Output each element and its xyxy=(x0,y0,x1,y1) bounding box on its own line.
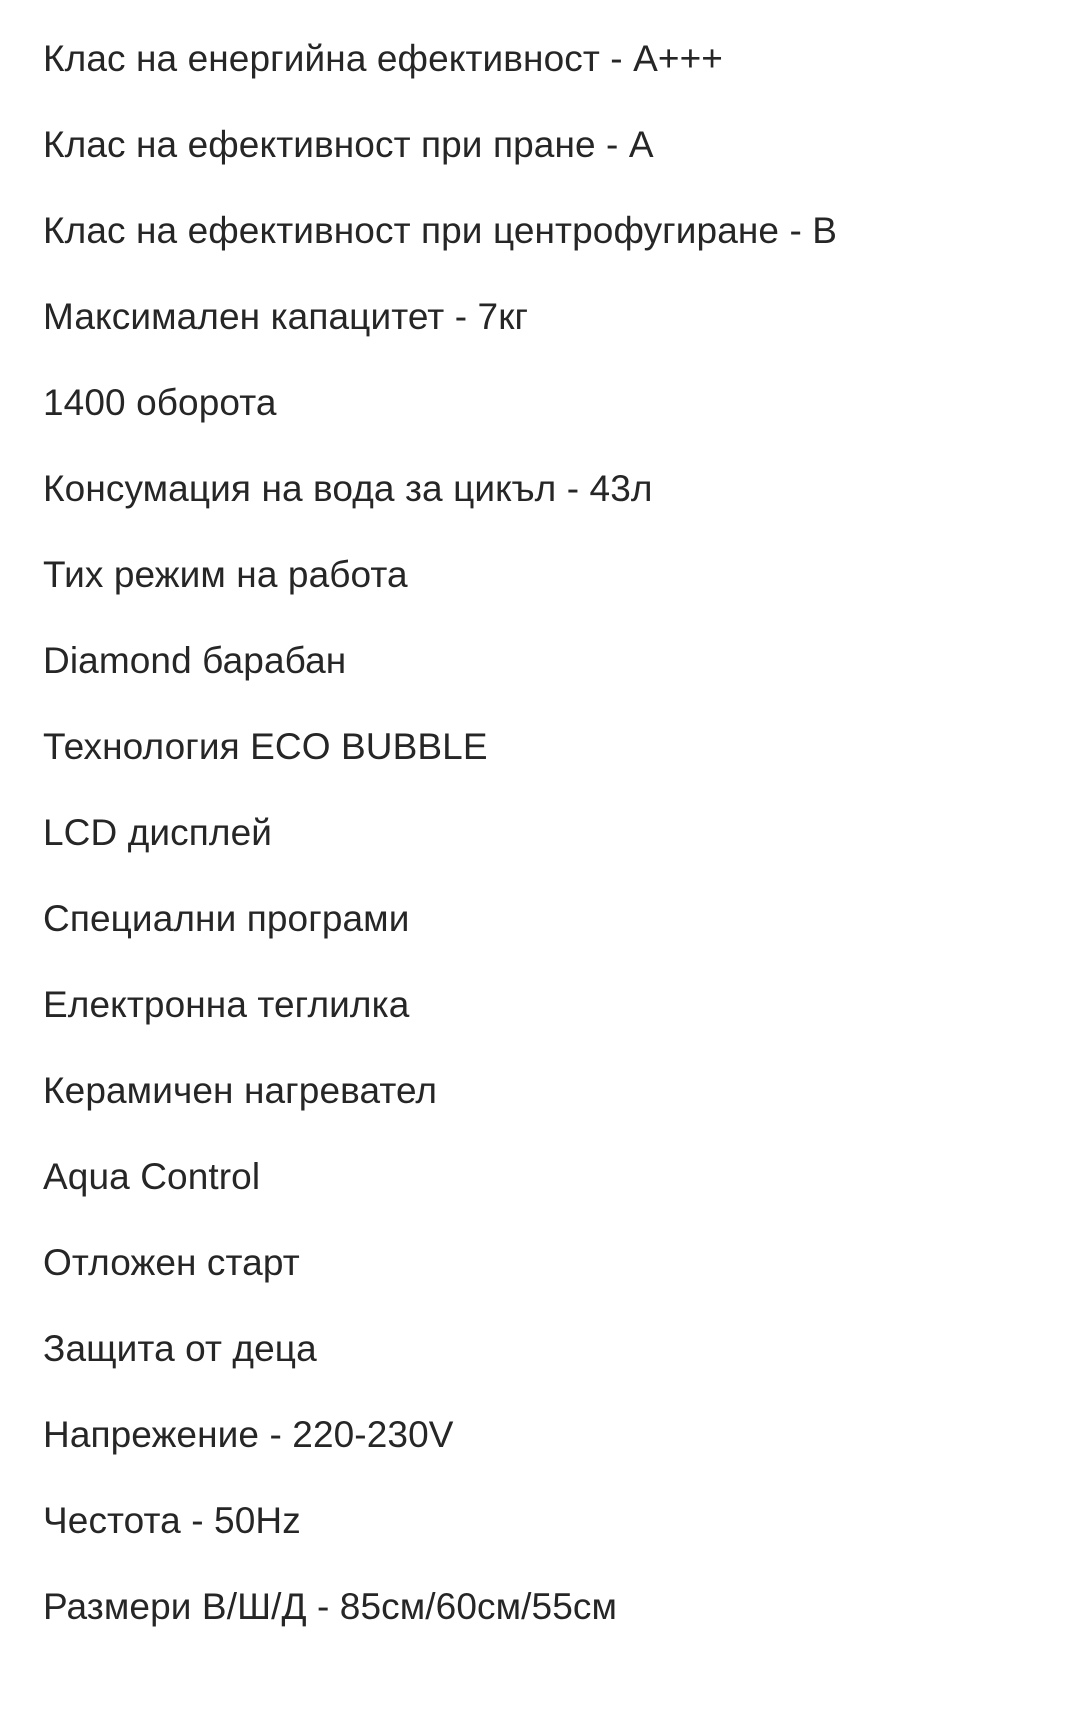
spec-eco-bubble: Технология ECO BUBBLE xyxy=(43,726,488,767)
spec-child-lock: Защита от деца xyxy=(43,1328,317,1369)
spec-capacity: Максимален капацитет - 7кг xyxy=(43,296,529,337)
spec-frequency: Честота - 50Hz xyxy=(43,1500,301,1541)
spec-water-consumption: Консумация на вода за цикъл - 43л xyxy=(43,468,653,509)
spec-delayed-start: Отложен старт xyxy=(43,1242,300,1283)
spec-washing-class: Клас на ефективност при пране - А xyxy=(43,124,654,165)
spec-special-programs: Специални програми xyxy=(43,898,410,939)
spec-aqua-control: Aqua Control xyxy=(43,1156,261,1197)
spec-energy-class: Клас на енергийна ефективност - А+++ xyxy=(43,38,723,79)
spec-spin-class: Клас на ефективност при центрофугиране - В xyxy=(43,210,838,251)
spec-voltage: Напрежение - 220-230V xyxy=(43,1414,454,1455)
spec-dimensions: Размери В/Ш/Д - 85см/60см/55см xyxy=(43,1586,618,1627)
spec-drum: Diamond барабан xyxy=(43,640,347,681)
spec-quiet-mode: Тих режим на работа xyxy=(43,554,408,595)
spec-ceramic-heater: Керамичен нагревател xyxy=(43,1070,438,1111)
spec-electronic-scale: Електронна теглилка xyxy=(43,984,410,1025)
spec-lcd-display: LCD дисплей xyxy=(43,812,273,853)
spec-rpm: 1400 оборота xyxy=(43,382,277,423)
spec-list xyxy=(43,35,837,1669)
